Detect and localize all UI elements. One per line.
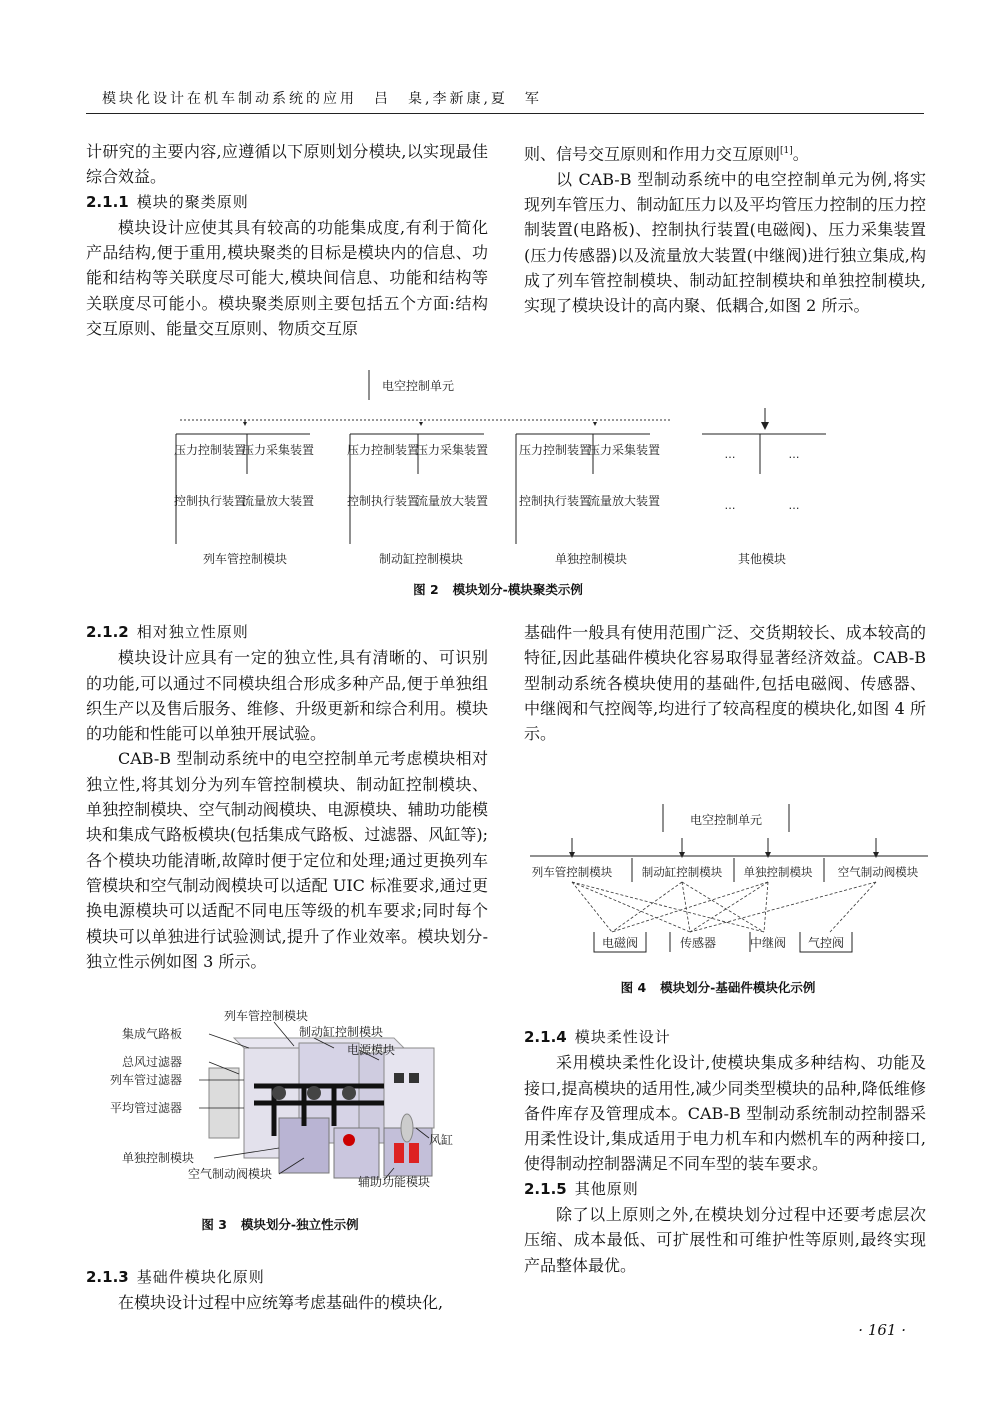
figure-3-caption (86, 1215, 488, 1233)
fig4-part-label: 传感器 (679, 936, 717, 950)
fig2-module-3 (516, 422, 660, 566)
fig2-cell: 流量放大装置 (241, 494, 315, 508)
fig3-label: 空气制动阀模块 (188, 1167, 273, 1181)
fig4-module-label: 列车管控制模块 (531, 865, 613, 879)
section-number: 2.1.1 (86, 192, 129, 211)
paragraph: 采用模块柔性化设计,使模块集成多种结构、功能及接口,提高模块的适用性,减少同类型模块的品种,降低维修备件库存及管理成本。CAB-B 型制动系统制动控制器采用柔性设计,集成适用于电力机车和内燃机车的两种接口,使得制动控制器满足不同车型的装车要求。 (524, 1053, 926, 1174)
caption-number: 图 4 (620, 980, 647, 995)
fig3-label: 风缸 (429, 1133, 454, 1147)
left-column-middle (86, 620, 488, 974)
fig3-label: 集成气路板 (122, 1027, 183, 1041)
fig4-module-label: 制动缸控制模块 (641, 865, 723, 879)
fig2-module-1 (174, 420, 314, 566)
section-title: 相对独立性原则 (136, 623, 249, 641)
right-column-middle (524, 620, 926, 746)
fig4-part-label: 气控阀 (807, 936, 845, 950)
fig2-cell: … (788, 448, 800, 461)
fig3-label: 列车管过滤器 (110, 1073, 183, 1087)
paragraph: 基础件一般具有使用范围广泛、交货期较长、成本较高的特征,因此基础件模块化容易取得显著经济效益。CAB-B 型制动系统各模块使用的基础件,包括电磁阀、传感器、中继阀和气控阀等,均进行了较高程度的模块化,如图 4 所示。 (524, 623, 926, 744)
fig4-module-arrows (569, 838, 879, 858)
fig2-cell: 压力控制装置 (173, 443, 247, 457)
section-number: 2.1.5 (524, 1179, 567, 1198)
fig2-cell: 控制执行装置 (346, 494, 420, 508)
fig3-label: 总风过滤器 (122, 1055, 183, 1069)
section-number: 2.1.3 (86, 1268, 129, 1286)
section-heading-2-1-2 (86, 620, 488, 645)
fig3-label: 电源模块 (347, 1043, 396, 1057)
caption-text: 模块划分-独立性示例 (240, 1217, 359, 1232)
running-head: 模块化设计在机车制动系统的应用 吕 臬,李新康,夏 军 (102, 91, 542, 107)
paragraph: 除了以上原则之外,在模块划分过程中还要考虑层次压缩、成本最低、可扩展性和可维护性等原则,最终实现产品整体最优。 (524, 1205, 926, 1275)
page-number: · 161 · (858, 1321, 906, 1339)
fig2-cell: 压力采集装置 (587, 443, 661, 457)
fig2-module-2 (347, 422, 488, 566)
fig2-cell: … (724, 499, 736, 512)
section-number: 2.1.2 (86, 623, 129, 641)
fig4-part-label: 电磁阀 (601, 936, 639, 950)
fig2-module-4 (702, 408, 826, 566)
fig2-cell: 压力控制装置 (518, 443, 592, 457)
paragraph: CAB-B 型制动系统中的电空控制单元考虑模块相对独立性,将其划分为列车管控制模块、制动缸控制模块、单独控制模块、空气制动阀模块、电源模块、辅助功能模块和集成气路板模块(包括集成气路板、过滤器、风缸等);各个模块功能清晰,故障时便于定位和处理;通过更换列车管模块和空气制动阀模块可以适配 UIC 标准要求,通过更换电源模块可以适配不同电压等级的机车要求;同时每个模块可以单独进行试验测试,提升了作业效率。模块划分-独立性示例如图 3 所示。 (86, 749, 488, 971)
caption-text: 模块划分-模块聚类示例 (452, 582, 583, 597)
fig4-relation-lines (572, 882, 876, 932)
fig2-cell: 流量放大装置 (587, 494, 661, 508)
fig2-cell: 流量放大装置 (415, 494, 489, 508)
text-run: 则、信号交互原则和作用力交互原则 (524, 144, 781, 164)
section-heading-2-1-4 (524, 1025, 926, 1050)
fig4-root-label: 电空控制单元 (689, 813, 763, 827)
text-run: 。 (792, 144, 809, 164)
section-title: 基础件模块化原则 (136, 1268, 265, 1286)
figure-4-diagram (524, 802, 934, 962)
fig4-part-label: 中继阀 (749, 936, 787, 950)
section-title: 模块柔性设计 (574, 1028, 671, 1046)
section-number: 2.1.4 (524, 1028, 567, 1046)
fig3-label: 单独控制模块 (122, 1151, 195, 1165)
fig2-cell: 压力采集装置 (415, 443, 489, 457)
left-column-top (86, 139, 488, 341)
fig2-module-label: 制动缸控制模块 (378, 552, 464, 566)
paragraph: 模块设计应具有一定的独立性,具有清晰的、可识别的功能,可以通过不同模块组合形成多种产品,便于单独组织生产以及售后服务、维修、升级更新和综合利用。模块的功能和性能可以单独开展试验。 (86, 648, 488, 744)
section-title: 模块的聚类原则 (136, 192, 249, 211)
fig3-label: 平均管过滤器 (110, 1101, 183, 1115)
citation: [1] (780, 146, 793, 156)
figure-4-caption (524, 978, 926, 996)
fig2-cell: 压力采集装置 (241, 443, 315, 457)
paragraph: 计研究的主要内容,应遵循以下原则划分模块,以实现最佳综合效益。 (86, 142, 488, 187)
header-rule (86, 113, 924, 114)
section-heading-2-1-3 (86, 1265, 488, 1290)
figure-3-illustration (104, 1008, 484, 1188)
fig2-root-label: 电空控制单元 (382, 379, 455, 393)
right-column-bottom (524, 1025, 926, 1278)
fig3-label: 辅助功能模块 (358, 1175, 431, 1188)
fig4-module-label: 空气制动阀模块 (837, 865, 919, 879)
fig2-cell: 控制执行装置 (173, 494, 247, 508)
fig2-cell: … (724, 448, 736, 461)
fig2-cell: 控制执行装置 (518, 494, 592, 508)
paragraph: 以 CAB-B 型制动系统中的电空控制单元为例,将实现列车管压力、制动缸压力以及平均管压力控制的压力控制装置(电路板)、控制执行装置(电磁阀)、压力采集装置(压力传感器)以及流量放大装置(中继阀)进行独立集成,构成了列车管控制模块、制动缸控制模块和单独控制模块,实现了模块设计的高内聚、低耦合,如图 2 所示。 (524, 169, 926, 316)
paragraph: 模块设计应使其具有较高的功能集成度,有利于简化产品结构,便于重用,模块聚类的目标是模块内的信息、功能和结构等关联度尽可能大,模块间信息、功能和结构等关联度尽可能小。模块聚类原则主要包括五个方面:结构交互原则、能量交互原则、物质交互原 (86, 217, 488, 339)
caption-number: 图 3 (201, 1217, 227, 1232)
fig2-cell: … (788, 499, 800, 512)
fig4-module-label: 单独控制模块 (743, 865, 813, 879)
right-column-top (524, 139, 926, 318)
figure-2-diagram (150, 362, 850, 572)
fig2-module-label: 其他模块 (737, 552, 787, 566)
section-heading-2-1-1 (86, 190, 488, 215)
caption-text: 模块划分-基础件模块化示例 (660, 980, 816, 995)
fig3-label: 制动缸控制模块 (299, 1025, 384, 1039)
section-heading-2-1-5 (524, 1177, 926, 1202)
left-column-bottom (86, 1265, 488, 1316)
paragraph: 在模块设计过程中应统筹考虑基础件的模块化, (118, 1293, 444, 1313)
figure-2-caption (86, 580, 924, 598)
fig2-cell: 压力控制装置 (346, 443, 420, 457)
fig3-label: 列车管控制模块 (224, 1009, 309, 1023)
fig2-module-label: 单独控制模块 (554, 552, 628, 566)
caption-number: 图 2 (413, 582, 439, 597)
section-title: 其他原则 (574, 1179, 639, 1198)
paragraph (524, 139, 926, 167)
fig2-module-label: 列车管控制模块 (202, 552, 288, 566)
